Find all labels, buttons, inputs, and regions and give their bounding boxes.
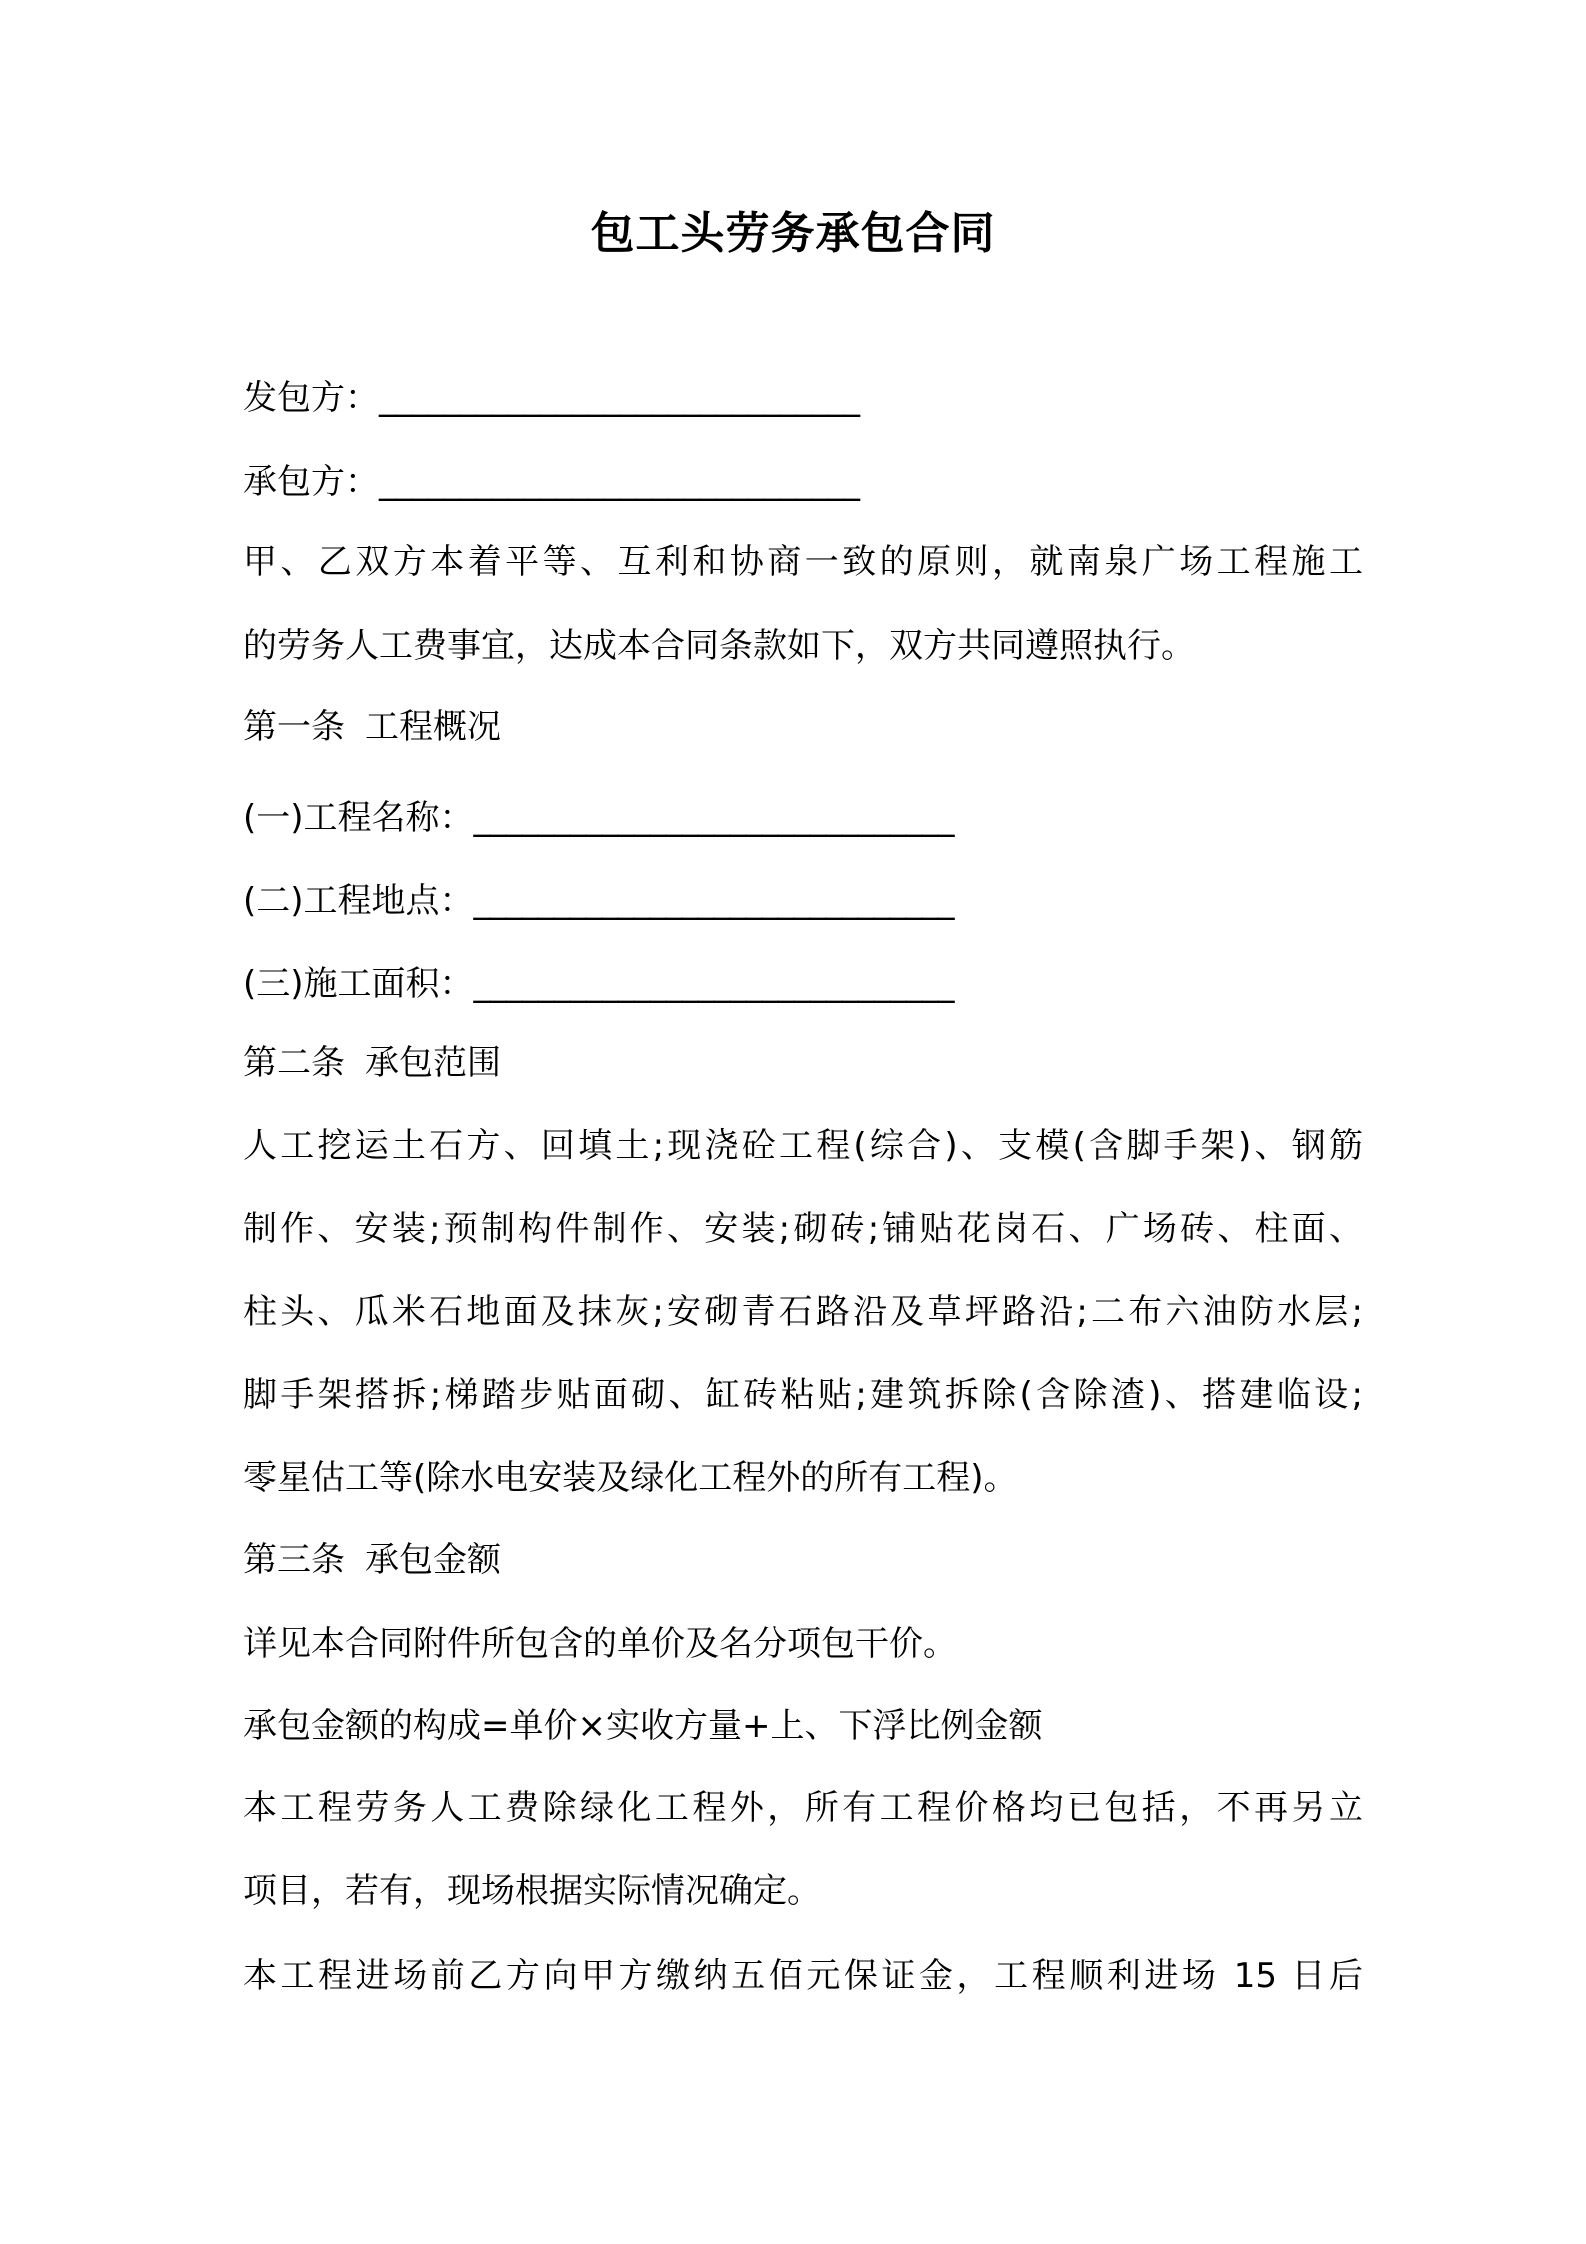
scope-line-1: 人工挖运土石方、回填土;现浇砼工程(综合)、支模(含脚手架)、钢筋: [243, 1126, 1363, 1166]
contractor-line: [243, 462, 1363, 503]
employer-label: 发包方：: [243, 378, 379, 418]
project-name-line: [243, 798, 1363, 839]
construction-area-blank: ______________________________: [473, 964, 954, 1004]
contractor-label: 承包方：: [243, 462, 379, 502]
preamble-line-1: 甲、乙双方本着平等、互利和协商一致的原则，就南泉广场工程施工: [243, 542, 1363, 582]
construction-area-line: [243, 964, 1363, 1005]
article2-heading: [243, 1043, 1363, 1084]
construction-area-label: (三)施工面积：: [243, 964, 474, 1004]
employer-blank: ______________________________: [379, 378, 859, 418]
scope-line-4: 脚手架搭拆;梯踏步贴面砌、缸砖粘贴;建筑拆除(含除渣)、搭建临设;: [243, 1375, 1363, 1415]
employer-line: [243, 378, 1363, 419]
article1-number: 第一条: [243, 707, 345, 747]
project-location-line: [243, 881, 1363, 922]
contract-title: 包工头劳务承包合同: [590, 208, 996, 259]
article3-title: 承包金额: [365, 1540, 501, 1580]
labor-cost-line-1: 本工程劳务人工费除绿化工程外，所有工程价格均已包括，不再另立: [243, 1788, 1363, 1828]
article2-number: 第二条: [243, 1043, 345, 1083]
project-name-label: (一)工程名称：: [243, 798, 474, 838]
preamble-line-2: 的劳务人工费事宜，达成本合同条款如下，双方共同遵照执行。: [243, 626, 1195, 666]
article3-number: 第三条: [243, 1540, 345, 1580]
article2-title: 承包范围: [365, 1043, 501, 1083]
project-location-blank: ______________________________: [473, 881, 954, 921]
scope-line-3: 柱头、瓜米石地面及抹灰;安砌青石路沿及草坪路沿;二布六油防水层;: [243, 1292, 1363, 1332]
amount-detail-line: 详见本合同附件所包含的单价及名分项包干价。: [243, 1624, 957, 1664]
amount-formula-line: 承包金额的构成=单价×实收方量+上、下浮比例金额: [243, 1706, 1043, 1746]
scope-line-2: 制作、安装;预制构件制作、安装;砌砖;铺贴花岗石、广场砖、柱面、: [243, 1209, 1363, 1249]
project-location-label: (二)工程地点：: [243, 881, 474, 921]
article3-heading: [243, 1540, 1363, 1581]
article1-title: 工程概况: [365, 707, 501, 747]
scope-line-5: 零星估工等(除水电安装及绿化工程外的所有工程)。: [243, 1458, 1018, 1498]
labor-cost-line-2: 项目，若有，现场根据实际情况确定。: [243, 1871, 821, 1911]
deposit-line-1: 本工程进场前乙方向甲方缴纳五佰元保证金，工程顺利进场 15 日后: [243, 1956, 1363, 1996]
contractor-blank: ______________________________: [379, 462, 859, 502]
project-name-blank: ______________________________: [473, 798, 954, 838]
article1-heading: [243, 707, 1363, 748]
